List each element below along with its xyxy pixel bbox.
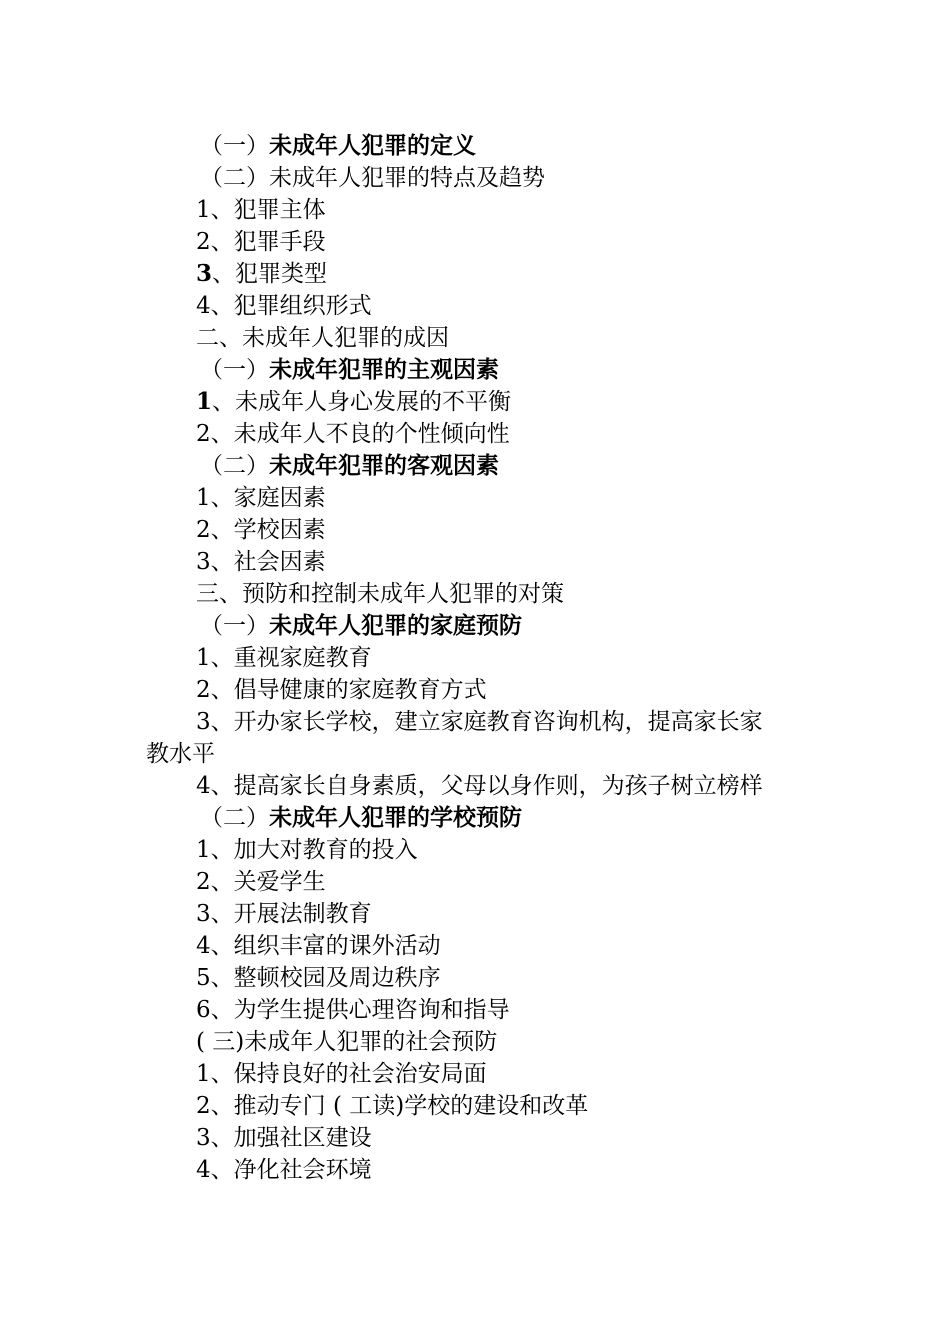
heading-text: 未成年人犯罪的学校预防 [269,804,522,831]
item-number: 3 [196,1125,211,1151]
item-text: 、犯罪主体 [210,197,326,223]
list-item [0,418,950,450]
item-number: 1 [196,485,211,511]
item-number: 5 [196,965,211,991]
list-item [0,1090,950,1122]
chapter-heading [0,322,950,354]
item-text: 、开办家长学校，建立家庭教育咨询机构，提高家长家 [210,709,763,735]
item-text: 、关爱学生 [210,869,326,895]
item-text: 、重视家庭教育 [210,645,372,671]
heading-number: （二） [200,165,269,191]
heading-text: 未成年人犯罪的定义 [269,132,476,159]
item-text: 、加强社区建设 [210,1125,372,1151]
list-item [0,962,950,994]
section-heading [0,802,950,834]
heading-text: 未成年人犯罪的社会预防 [244,1029,498,1055]
heading-number: （一） [200,357,269,383]
heading-text: 未成年犯罪的主观因素 [269,356,499,383]
list-item [0,290,950,322]
list-item [0,386,950,418]
section-heading [0,354,950,386]
item-number: 3 [196,709,211,735]
item-text: 、犯罪组织形式 [210,293,372,319]
list-item [0,642,950,674]
heading-text: 未成年犯罪的客观因素 [269,452,499,479]
item-number: 2 [196,677,211,703]
heading-number: （一） [200,613,269,639]
item-number: 2 [196,1093,211,1119]
item-text: 、未成年人不良的个性倾向性 [210,421,510,447]
item-text: 、提高家长自身素质，父母以身作则，为孩子树立榜样 [210,773,763,799]
heading-number: （二） [200,805,269,831]
item-number: 1 [196,837,211,863]
section-heading [0,450,950,482]
item-number: 1 [196,1061,211,1087]
item-number: 4 [196,1157,211,1183]
item-text: 、犯罪类型 [212,261,328,287]
heading-text: 未成年人犯罪的特点及趋势 [269,165,545,191]
item-number: 4 [196,933,211,959]
list-item [0,1122,950,1154]
heading-number: ( 三) [196,1029,245,1055]
list-item [0,834,950,866]
list-item [0,482,950,514]
item-text: 、加大对教育的投入 [210,837,418,863]
item-text: 、为学生提供心理咨询和指导 [210,997,510,1023]
item-text: 、开展法制教育 [210,901,372,927]
item-text: 、组织丰富的课外活动 [210,933,441,959]
item-text: 、家庭因素 [210,485,326,511]
item-text: 、未成年人身心发展的不平衡 [212,389,512,415]
item-text: 、保持良好的社会治安局面 [210,1061,487,1087]
item-text: 、推动专门 ( 工读)学校的建设和改革 [210,1093,589,1119]
section-heading [0,1026,950,1058]
list-item [0,1058,950,1090]
list-item [0,1154,950,1186]
list-item [0,546,950,578]
item-text: 、整顿校园及周边秩序 [210,965,441,991]
chapter-heading [0,578,950,610]
list-item [0,514,950,546]
heading-text: 三、预防和控制未成年人犯罪的对策 [196,581,564,607]
item-number: 1 [196,645,211,671]
document-page [0,130,950,1186]
section-heading [0,162,950,194]
list-item [0,770,950,802]
heading-text: 未成年人犯罪的家庭预防 [269,612,522,639]
item-text: 、净化社会环境 [210,1157,372,1183]
item-number: 2 [196,421,211,447]
item-number: 4 [196,773,211,799]
heading-text: 二、未成年人犯罪的成因 [196,325,449,351]
list-item [0,898,950,930]
list-item [0,930,950,962]
heading-number: （二） [200,453,269,479]
item-number: 4 [196,293,211,319]
list-item [0,706,950,738]
item-number: 6 [196,997,211,1023]
section-heading [0,130,950,162]
item-text: 、倡导健康的家庭教育方式 [210,677,487,703]
item-number: 1 [196,388,213,415]
item-number: 2 [196,517,211,543]
list-item [0,258,950,290]
item-number: 3 [196,260,213,287]
item-text: 教水平 [146,741,215,767]
item-number: 3 [196,901,211,927]
section-heading [0,610,950,642]
list-item-continuation [0,738,950,770]
list-item [0,194,950,226]
item-number: 2 [196,869,211,895]
item-number: 3 [196,549,211,575]
heading-number: （一） [200,133,269,159]
list-item [0,674,950,706]
item-text: 、学校因素 [210,517,326,543]
item-number: 1 [196,197,211,223]
list-item [0,226,950,258]
item-text: 、社会因素 [210,549,326,575]
item-text: 、犯罪手段 [210,229,326,255]
item-number: 2 [196,229,211,255]
list-item [0,994,950,1026]
list-item [0,866,950,898]
